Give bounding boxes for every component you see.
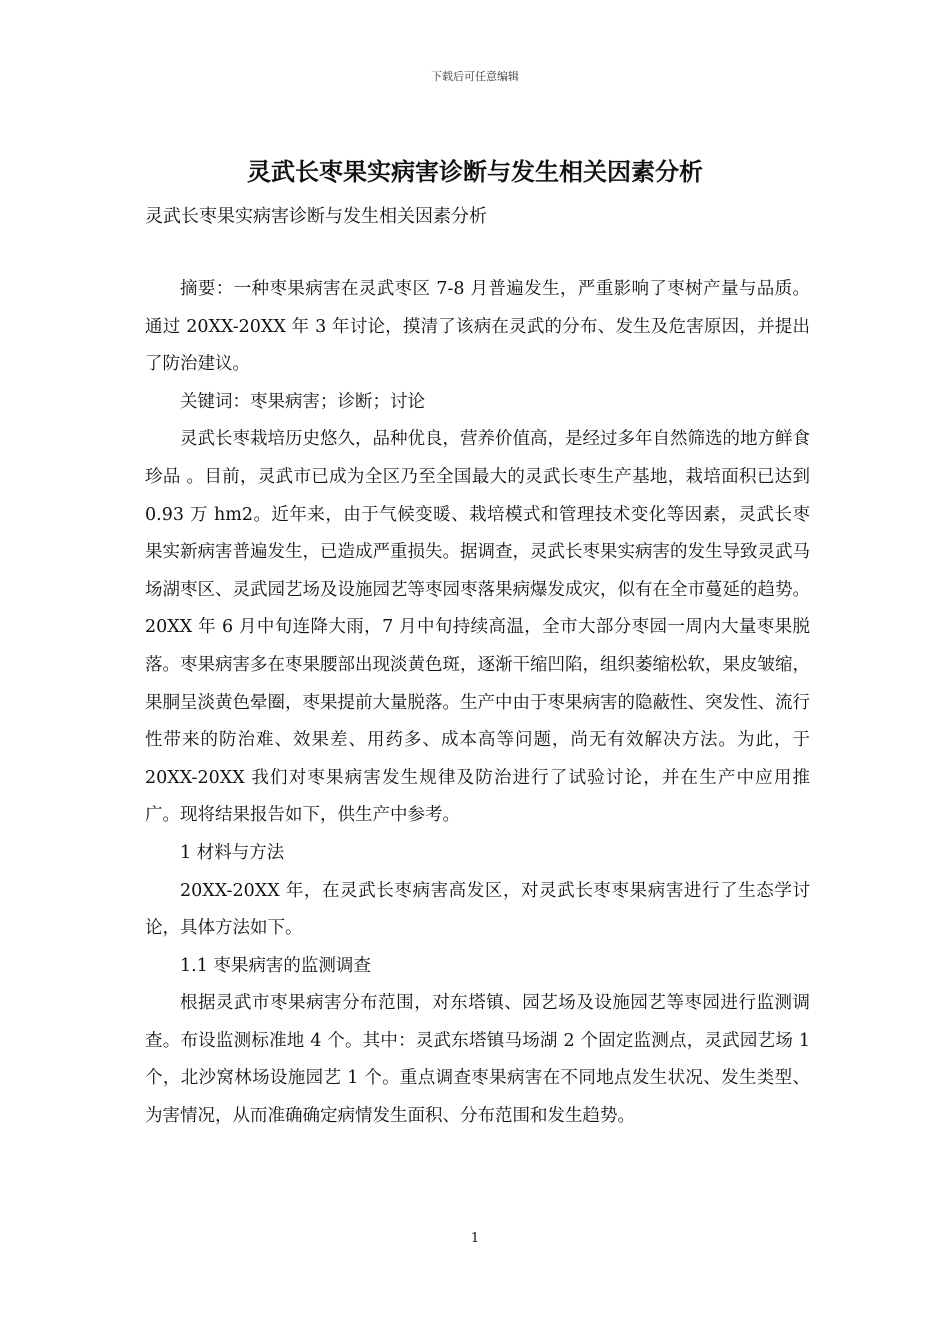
document-body bbox=[145, 271, 810, 1136]
section-heading: 1 材料与方法 bbox=[180, 842, 285, 863]
subsection-heading: 1.1 枣果病害的监测调查 bbox=[180, 955, 371, 976]
page-number: 1 bbox=[470, 1231, 480, 1246]
intro-paragraph: 灵武长枣栽培历史悠久，品种优良，营养价值高，是经过多年自然筛选的地方鲜食珍品 。目前，灵武市已成为全区乃至全国最大的灵武长枣生产基地，栽培面积已达到 0.93 万 hm2。近年来，由于气候变暖、栽培模式和管理技术变化等因素，灵武长枣果实新病害普遍发生，已造成严重损失。据调查，灵武长枣果实病害的发生导致灵武马场湖枣区、灵武园艺场及设施园艺等枣园枣落果病爆发成灾，似有在全市蔓延的趋势。20XX 年 6 月中旬连降大雨，7 月中旬持续高温，全市大部分枣园一周内大量枣果脱落。枣果病害多在枣果腰部出现淡黄色斑，逐渐干缩凹陷，组织萎缩松软，果皮皱缩，果胴呈淡黄色晕圈，枣果提前大量脱落。生产中由于枣果病害的隐蔽性、突发性、流行性带来的防治难、效果差、用药多、成本高等问题，尚无有效解决方法。为此，于 20XX-20XX 我们对枣果病害发生规律及防治进行了试验讨论，并在生产中应用推广。现将结果报告如下，供生产中参考。 bbox=[145, 429, 810, 826]
document-title: 灵武长枣果实病害诊断与发生相关因素分析 bbox=[247, 157, 703, 186]
document-subtitle: 灵武长枣果实病害诊断与发生相关因素分析 bbox=[145, 206, 487, 227]
section-paragraph: 20XX-20XX 年，在灵武长枣病害高发区，对灵武长枣枣果病害进行了生态学讨论，具体方法如下。 bbox=[145, 880, 810, 939]
abstract-paragraph: 摘要：一种枣果病害在灵武枣区 7-8 月普遍发生，严重影响了枣树产量与品质。通过 20XX-20XX 年 3 年讨论，摸清了该病在灵武的分布、发生及危害原因，并提出了防治建议。 bbox=[145, 279, 810, 375]
keywords-paragraph: 关键词：枣果病害；诊断；讨论 bbox=[180, 391, 425, 412]
header-note: 下载后可任意编辑 bbox=[431, 70, 519, 83]
subsection-paragraph: 根据灵武市枣果病害分布范围，对东塔镇、园艺场及设施园艺等枣园进行监测调查。布设监测标准地 4 个。其中：灵武东塔镇马场湖 2 个固定监测点，灵武园艺场 1 个，北沙窝林场设施园艺 1 个。重点调查枣果病害在不同地点发生状况、发生类型、为害情况，从而准确确定病情发生面积、分布范围和发生趋势。 bbox=[145, 993, 810, 1127]
